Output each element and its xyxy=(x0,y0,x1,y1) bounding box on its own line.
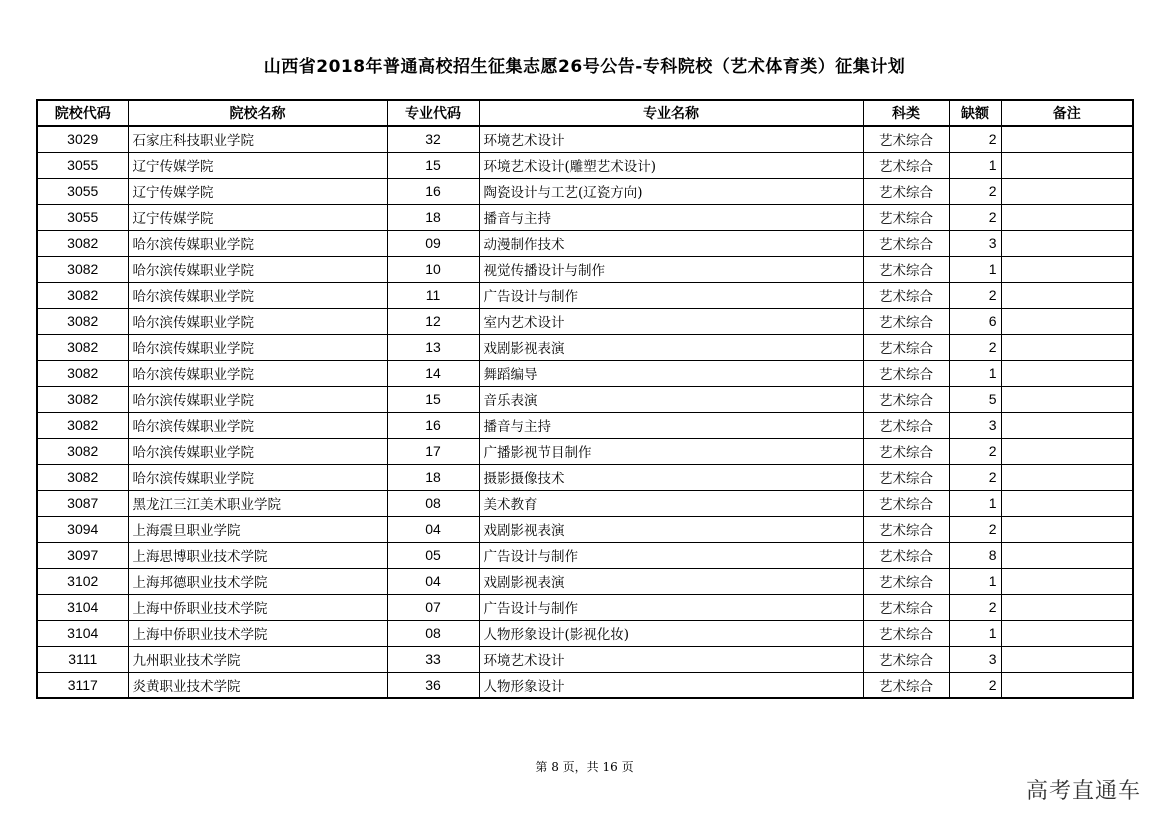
school-name-cell: 辽宁传媒学院 xyxy=(128,152,387,178)
major-name-cell: 广告设计与制作 xyxy=(479,594,863,620)
major-code-cell: 33 xyxy=(387,646,479,672)
major-code-cell: 14 xyxy=(387,360,479,386)
quota-cell: 6 xyxy=(949,308,1001,334)
major-code-cell: 07 xyxy=(387,594,479,620)
quota-cell: 3 xyxy=(949,230,1001,256)
school-code-cell: 3082 xyxy=(37,230,128,256)
school-name-cell: 九州职业技术学院 xyxy=(128,646,387,672)
major-name-cell: 广告设计与制作 xyxy=(479,282,863,308)
school-code-cell: 3082 xyxy=(37,308,128,334)
note-cell xyxy=(1001,282,1133,308)
category-cell: 艺术综合 xyxy=(863,412,949,438)
major-name-cell: 人物形象设计 xyxy=(479,672,863,698)
category-cell: 艺术综合 xyxy=(863,230,949,256)
table-row xyxy=(37,646,1133,672)
major-code-cell: 08 xyxy=(387,620,479,646)
major-name-cell: 戏剧影视表演 xyxy=(479,568,863,594)
major-name-cell: 广告设计与制作 xyxy=(479,542,863,568)
major-code-cell: 04 xyxy=(387,568,479,594)
school-name-cell: 哈尔滨传媒职业学院 xyxy=(128,412,387,438)
table-row xyxy=(37,672,1133,698)
quota-cell: 1 xyxy=(949,360,1001,386)
note-cell xyxy=(1001,126,1133,152)
header-school-name: 院校名称 xyxy=(128,100,387,126)
header-major-name: 专业名称 xyxy=(479,100,863,126)
category-cell: 艺术综合 xyxy=(863,672,949,698)
header-major-code: 专业代码 xyxy=(387,100,479,126)
major-code-cell: 05 xyxy=(387,542,479,568)
major-name-cell: 舞蹈编导 xyxy=(479,360,863,386)
school-name-cell: 哈尔滨传媒职业学院 xyxy=(128,334,387,360)
school-code-cell: 3111 xyxy=(37,646,128,672)
school-name-cell: 哈尔滨传媒职业学院 xyxy=(128,360,387,386)
quota-cell: 2 xyxy=(949,516,1001,542)
major-name-cell: 环境艺术设计 xyxy=(479,126,863,152)
school-code-cell: 3082 xyxy=(37,412,128,438)
quota-cell: 2 xyxy=(949,204,1001,230)
major-code-cell: 10 xyxy=(387,256,479,282)
note-cell xyxy=(1001,334,1133,360)
category-cell: 艺术综合 xyxy=(863,438,949,464)
note-cell xyxy=(1001,646,1133,672)
school-name-cell: 炎黄职业技术学院 xyxy=(128,672,387,698)
table-row xyxy=(37,308,1133,334)
note-cell xyxy=(1001,490,1133,516)
category-cell: 艺术综合 xyxy=(863,542,949,568)
watermark-logo: 高考直通车 xyxy=(1025,779,1141,804)
note-cell xyxy=(1001,412,1133,438)
major-code-cell: 08 xyxy=(387,490,479,516)
note-cell xyxy=(1001,594,1133,620)
table-row xyxy=(37,516,1133,542)
note-cell xyxy=(1001,386,1133,412)
major-name-cell: 环境艺术设计(雕塑艺术设计) xyxy=(479,152,863,178)
quota-cell: 2 xyxy=(949,594,1001,620)
quota-cell: 2 xyxy=(949,464,1001,490)
category-cell: 艺术综合 xyxy=(863,620,949,646)
category-cell: 艺术综合 xyxy=(863,386,949,412)
quota-cell: 1 xyxy=(949,256,1001,282)
major-code-cell: 16 xyxy=(387,412,479,438)
major-code-cell: 36 xyxy=(387,672,479,698)
header-note: 备注 xyxy=(1001,100,1133,126)
major-name-cell: 摄影摄像技术 xyxy=(479,464,863,490)
school-code-cell: 3055 xyxy=(37,152,128,178)
note-cell xyxy=(1001,204,1133,230)
category-cell: 艺术综合 xyxy=(863,464,949,490)
note-cell xyxy=(1001,438,1133,464)
major-code-cell: 13 xyxy=(387,334,479,360)
quota-cell: 2 xyxy=(949,126,1001,152)
table-body xyxy=(37,126,1133,698)
major-code-cell: 04 xyxy=(387,516,479,542)
table-row xyxy=(37,438,1133,464)
note-cell xyxy=(1001,308,1133,334)
table-row xyxy=(37,360,1133,386)
school-name-cell: 辽宁传媒学院 xyxy=(128,178,387,204)
school-code-cell: 3094 xyxy=(37,516,128,542)
major-code-cell: 18 xyxy=(387,464,479,490)
major-code-cell: 16 xyxy=(387,178,479,204)
note-cell xyxy=(1001,464,1133,490)
header-quota: 缺额 xyxy=(949,100,1001,126)
school-code-cell: 3087 xyxy=(37,490,128,516)
note-cell xyxy=(1001,230,1133,256)
note-cell xyxy=(1001,152,1133,178)
table-row xyxy=(37,204,1133,230)
quota-cell: 8 xyxy=(949,542,1001,568)
table-row xyxy=(37,412,1133,438)
school-code-cell: 3117 xyxy=(37,672,128,698)
quota-cell: 2 xyxy=(949,282,1001,308)
major-code-cell: 32 xyxy=(387,126,479,152)
table-row xyxy=(37,568,1133,594)
major-name-cell: 动漫制作技术 xyxy=(479,230,863,256)
header-category: 科类 xyxy=(863,100,949,126)
school-code-cell: 3082 xyxy=(37,360,128,386)
table-row xyxy=(37,230,1133,256)
school-code-cell: 3097 xyxy=(37,542,128,568)
school-name-cell: 黑龙江三江美术职业学院 xyxy=(128,490,387,516)
school-name-cell: 哈尔滨传媒职业学院 xyxy=(128,282,387,308)
category-cell: 艺术综合 xyxy=(863,516,949,542)
category-cell: 艺术综合 xyxy=(863,282,949,308)
page-footer: 第 8 页，共 16 页 xyxy=(535,760,634,774)
school-name-cell: 上海中侨职业技术学院 xyxy=(128,620,387,646)
school-code-cell: 3082 xyxy=(37,282,128,308)
school-code-cell: 3082 xyxy=(37,438,128,464)
table-row xyxy=(37,620,1133,646)
major-name-cell: 戏剧影视表演 xyxy=(479,516,863,542)
category-cell: 艺术综合 xyxy=(863,594,949,620)
major-code-cell: 15 xyxy=(387,386,479,412)
category-cell: 艺术综合 xyxy=(863,152,949,178)
note-cell xyxy=(1001,360,1133,386)
school-name-cell: 哈尔滨传媒职业学院 xyxy=(128,230,387,256)
major-code-cell: 15 xyxy=(387,152,479,178)
school-name-cell: 上海震旦职业学院 xyxy=(128,516,387,542)
major-code-cell: 12 xyxy=(387,308,479,334)
school-name-cell: 哈尔滨传媒职业学院 xyxy=(128,386,387,412)
school-name-cell: 哈尔滨传媒职业学院 xyxy=(128,308,387,334)
note-cell xyxy=(1001,672,1133,698)
category-cell: 艺术综合 xyxy=(863,334,949,360)
school-name-cell: 上海思博职业技术学院 xyxy=(128,542,387,568)
category-cell: 艺术综合 xyxy=(863,360,949,386)
table-row xyxy=(37,594,1133,620)
quota-cell: 3 xyxy=(949,646,1001,672)
major-name-cell: 陶瓷设计与工艺(辽瓷方向) xyxy=(479,178,863,204)
table-row xyxy=(37,490,1133,516)
major-code-cell: 18 xyxy=(387,204,479,230)
category-cell: 艺术综合 xyxy=(863,568,949,594)
category-cell: 艺术综合 xyxy=(863,646,949,672)
quota-cell: 2 xyxy=(949,178,1001,204)
note-cell xyxy=(1001,516,1133,542)
note-cell xyxy=(1001,256,1133,282)
quota-cell: 1 xyxy=(949,490,1001,516)
note-cell xyxy=(1001,178,1133,204)
category-cell: 艺术综合 xyxy=(863,126,949,152)
major-name-cell: 广播影视节目制作 xyxy=(479,438,863,464)
table-row xyxy=(37,126,1133,152)
school-name-cell: 哈尔滨传媒职业学院 xyxy=(128,438,387,464)
table-row xyxy=(37,282,1133,308)
enrollment-plan-table xyxy=(36,99,1134,699)
major-code-cell: 17 xyxy=(387,438,479,464)
note-cell xyxy=(1001,620,1133,646)
major-name-cell: 视觉传播设计与制作 xyxy=(479,256,863,282)
category-cell: 艺术综合 xyxy=(863,308,949,334)
quota-cell: 1 xyxy=(949,568,1001,594)
quota-cell: 2 xyxy=(949,672,1001,698)
note-cell xyxy=(1001,568,1133,594)
quota-cell: 3 xyxy=(949,412,1001,438)
table-row xyxy=(37,464,1133,490)
school-code-cell: 3082 xyxy=(37,464,128,490)
school-code-cell: 3055 xyxy=(37,204,128,230)
school-code-cell: 3082 xyxy=(37,386,128,412)
major-name-cell: 播音与主持 xyxy=(479,204,863,230)
major-name-cell: 播音与主持 xyxy=(479,412,863,438)
quota-cell: 2 xyxy=(949,438,1001,464)
school-code-cell: 3029 xyxy=(37,126,128,152)
school-code-cell: 3082 xyxy=(37,334,128,360)
school-code-cell: 3082 xyxy=(37,256,128,282)
quota-cell: 2 xyxy=(949,334,1001,360)
category-cell: 艺术综合 xyxy=(863,204,949,230)
school-name-cell: 上海邦德职业技术学院 xyxy=(128,568,387,594)
major-name-cell: 环境艺术设计 xyxy=(479,646,863,672)
page-title: 山西省2018年普通高校招生征集志愿26号公告-专科院校（艺术体育类）征集计划 xyxy=(263,57,906,77)
major-name-cell: 美术教育 xyxy=(479,490,863,516)
school-name-cell: 上海中侨职业技术学院 xyxy=(128,594,387,620)
major-name-cell: 人物形象设计(影视化妆) xyxy=(479,620,863,646)
category-cell: 艺术综合 xyxy=(863,490,949,516)
table-row xyxy=(37,178,1133,204)
quota-cell: 5 xyxy=(949,386,1001,412)
note-cell xyxy=(1001,542,1133,568)
table-row xyxy=(37,256,1133,282)
header-school-code: 院校代码 xyxy=(37,100,128,126)
table-header xyxy=(37,100,1133,126)
school-name-cell: 哈尔滨传媒职业学院 xyxy=(128,464,387,490)
table-row xyxy=(37,386,1133,412)
major-name-cell: 音乐表演 xyxy=(479,386,863,412)
quota-cell: 1 xyxy=(949,620,1001,646)
major-code-cell: 11 xyxy=(387,282,479,308)
table-row xyxy=(37,542,1133,568)
school-name-cell: 辽宁传媒学院 xyxy=(128,204,387,230)
major-code-cell: 09 xyxy=(387,230,479,256)
major-name-cell: 室内艺术设计 xyxy=(479,308,863,334)
category-cell: 艺术综合 xyxy=(863,178,949,204)
school-code-cell: 3104 xyxy=(37,594,128,620)
school-name-cell: 石家庄科技职业学院 xyxy=(128,126,387,152)
table-row xyxy=(37,152,1133,178)
school-code-cell: 3104 xyxy=(37,620,128,646)
quota-cell: 1 xyxy=(949,152,1001,178)
school-code-cell: 3055 xyxy=(37,178,128,204)
header-row xyxy=(37,100,1133,126)
school-code-cell: 3102 xyxy=(37,568,128,594)
major-name-cell: 戏剧影视表演 xyxy=(479,334,863,360)
category-cell: 艺术综合 xyxy=(863,256,949,282)
school-name-cell: 哈尔滨传媒职业学院 xyxy=(128,256,387,282)
table-row xyxy=(37,334,1133,360)
